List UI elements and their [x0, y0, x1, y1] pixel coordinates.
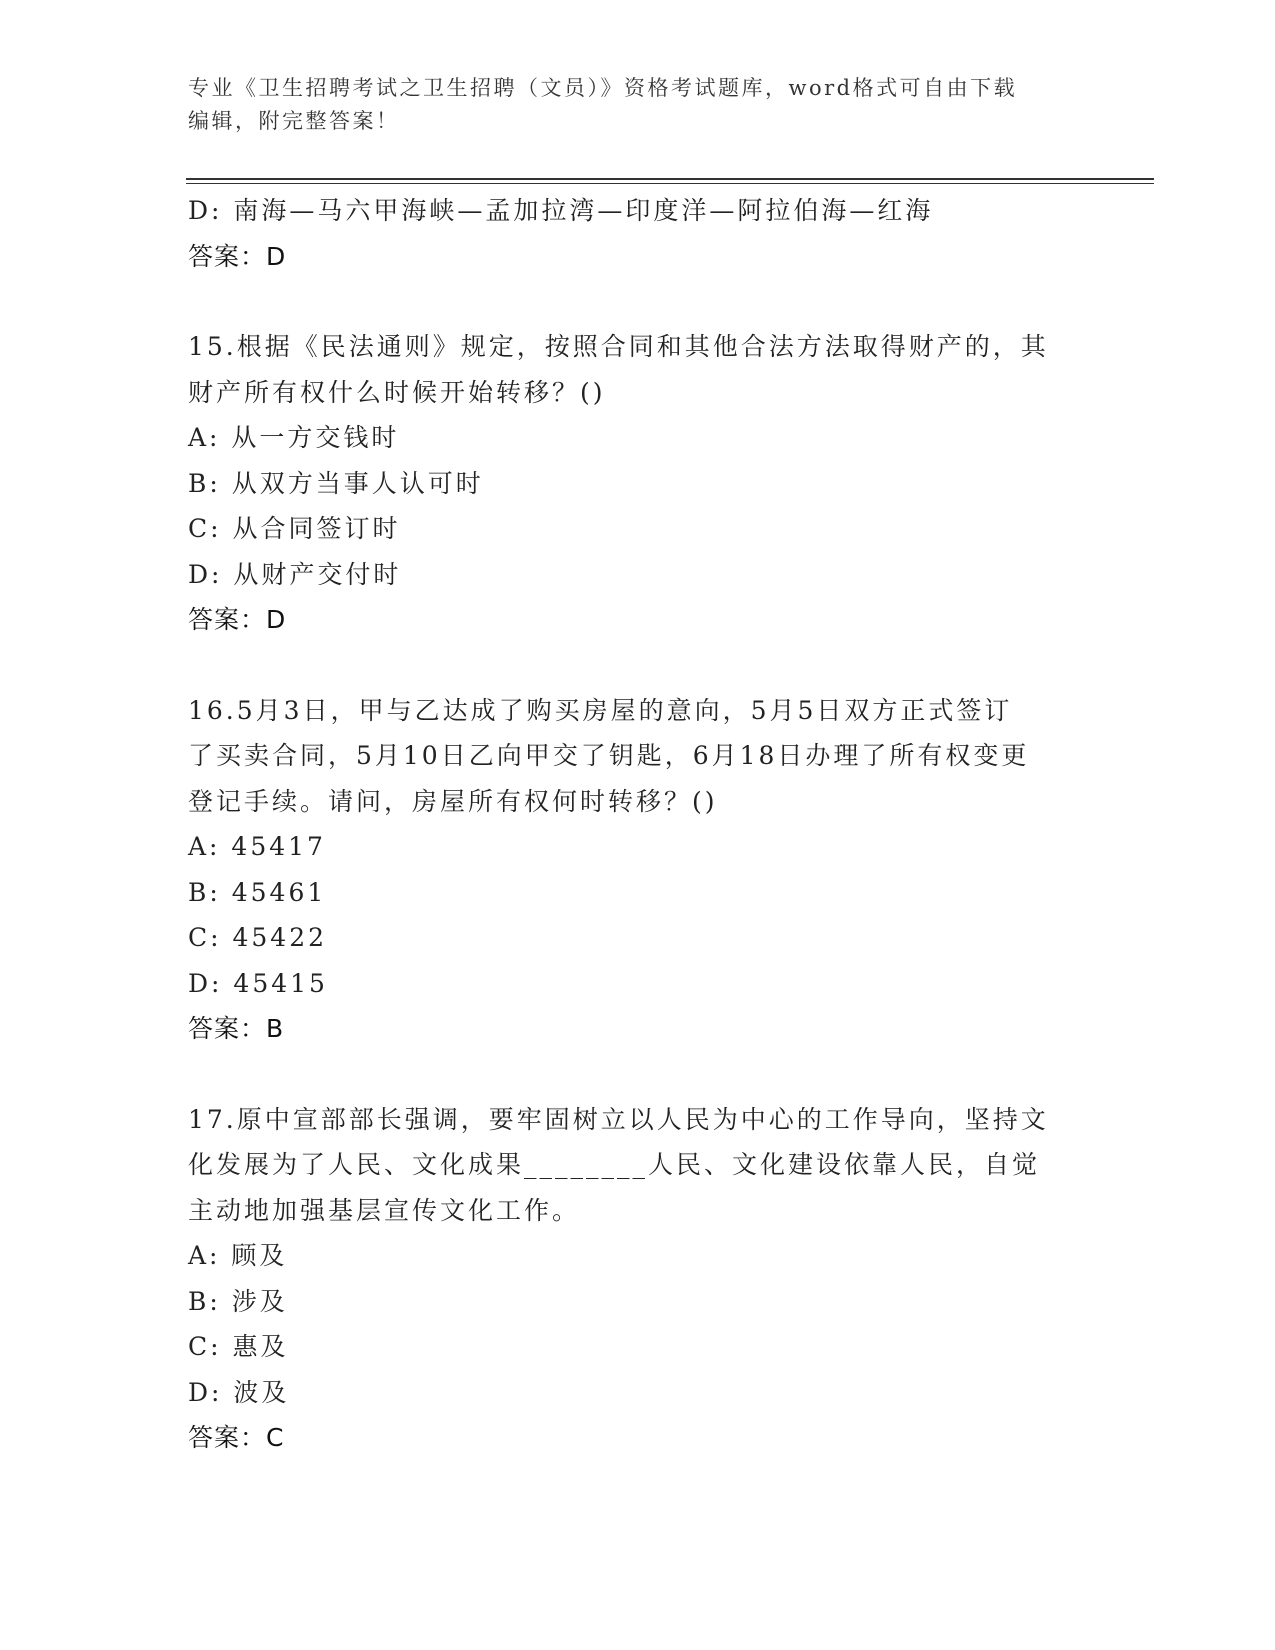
question-16-answer: 答案：B	[188, 1014, 285, 1043]
header-divider-thin	[186, 183, 1154, 184]
header-line-1: 专业《卫生招聘考试之卫生招聘（文员）》资格考试题库，word格式可自由下载	[188, 76, 1018, 100]
question-17	[188, 1097, 1088, 1461]
question-16-option-c: C: 45422	[188, 923, 328, 952]
question-15-line-1: 15.根据《民法通则》规定，按照合同和其他合法方法取得财产的，其	[188, 332, 1049, 361]
carryover-answer: 答案：D	[188, 241, 287, 271]
question-17-option-b: B: 涉及	[188, 1286, 288, 1316]
question-16-option-d: D: 45415	[188, 968, 328, 998]
question-15-line-2: 财产所有权什么时候开始转移？()	[188, 377, 606, 407]
question-15-answer: 答案：D	[188, 605, 287, 634]
question-16-line-2: 了买卖合同，5月10日乙向甲交了钥匙，6月18日办理了所有权变更	[188, 741, 1030, 770]
question-16-line-1: 16.5月3日，甲与乙达成了购买房屋的意向，5月5日双方正式签订	[188, 695, 1013, 725]
question-16-line-3: 登记手续。请问，房屋所有权何时转移？()	[188, 786, 718, 816]
header-line-2: 编辑，附完整答案！	[188, 109, 400, 133]
question-17-option-c: C: 惠及	[188, 1332, 289, 1361]
question-15-option-c: C: 从合同签订时	[188, 514, 401, 543]
question-15-option-d: D: 从财产交付时	[188, 559, 402, 589]
question-16	[188, 688, 1088, 1052]
question-content	[188, 188, 1088, 1461]
question-17-option-a: A: 顾及	[188, 1241, 288, 1270]
question-15-option-b: B: 从双方当事人认可时	[188, 468, 484, 498]
question-17-line-3: 主动地加强基层宣传文化工作。	[188, 1195, 581, 1225]
document-header	[188, 72, 1068, 138]
question-17-line-1: 17.原中宣部部长强调，要牢固树立以人民为中心的工作导向，坚持文	[188, 1104, 1049, 1134]
header-divider-thick	[186, 178, 1154, 180]
question-15-option-a: A: 从一方交钱时	[188, 423, 400, 452]
carryover-option-d: D: 南海—马六甲海峡—孟加拉湾—印度洋—阿拉伯海—红海	[188, 196, 934, 225]
question-15	[188, 324, 1088, 643]
question-17-option-d: D: 波及	[188, 1377, 290, 1407]
question-16-option-b: B: 45461	[188, 877, 327, 907]
question-17-line-2: 化发展为了人民、文化成果________人民、文化建设依靠人民，自觉	[188, 1150, 1041, 1179]
question-16-option-a: A: 45417	[188, 832, 326, 861]
question-17-answer: 答案：C	[188, 1423, 285, 1452]
